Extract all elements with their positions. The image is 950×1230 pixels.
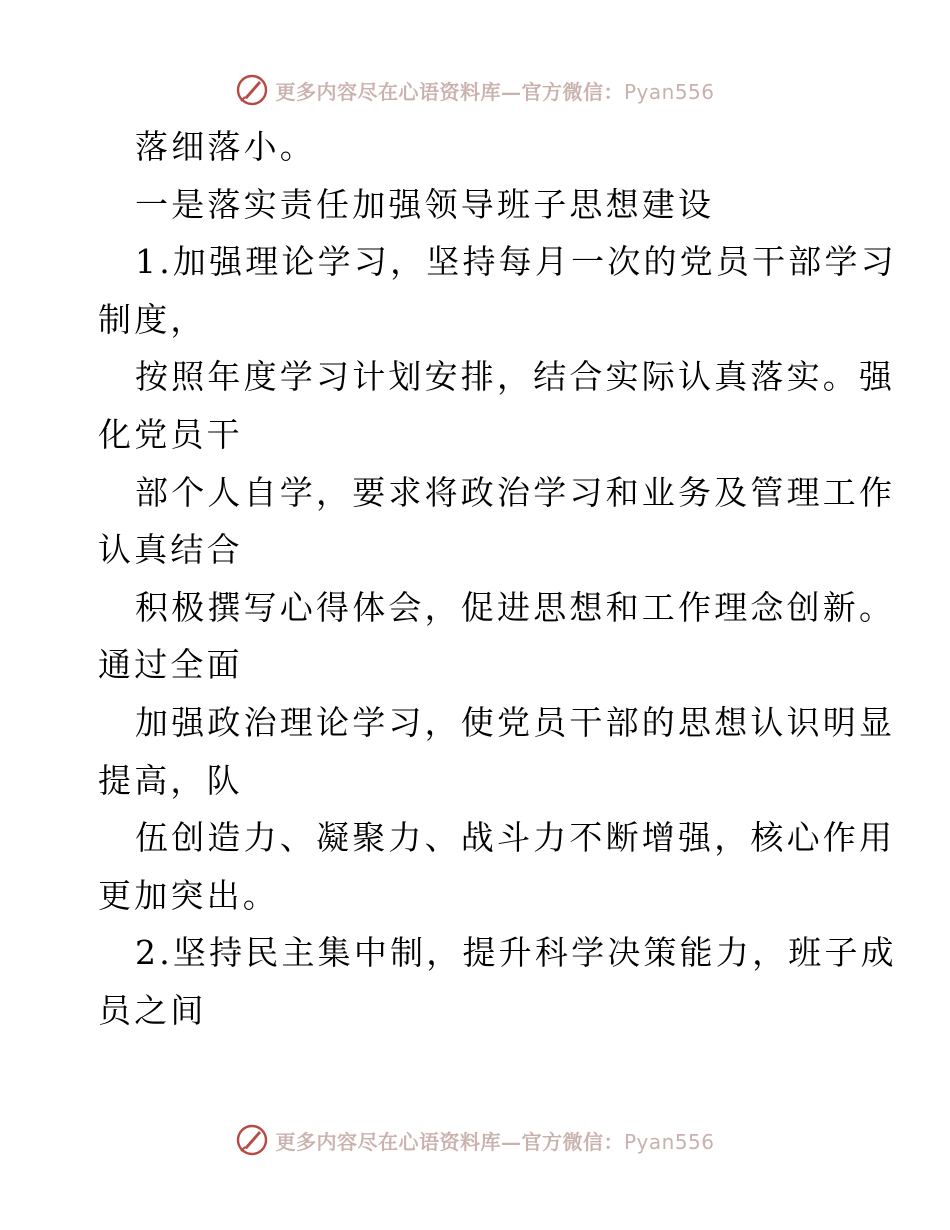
watermark-text: 更多内容尽在心语资料库—官方微信：Pyan556 [275,79,715,104]
header-watermark [0,70,950,110]
paragraph-line: 更加突出。 [98,875,279,915]
section-heading: 一是落实责任加强领导班子思想建设 [135,184,715,224]
paragraph-line: 化党员干 [98,414,243,454]
paragraph-line: 制度， [98,299,207,339]
paragraph-line: 提高，队 [98,760,243,800]
paragraph-line: 落细落小。 [135,127,316,166]
paragraph-line: 员之间 [98,990,207,1030]
paragraph-line: 1.加强理论学习，坚持每月一次的党员干部学习 [135,242,897,282]
footer-watermark [0,1120,950,1160]
document-body [98,118,897,1040]
quill-logo-icon [235,73,269,107]
paragraph-line: 积极撰写心得体会，促进思想和工作理念创新。 [135,587,896,627]
quill-logo-icon [235,1123,269,1157]
paragraph-line: 伍创造力、凝聚力、战斗力不断增强，核心作用 [135,818,896,858]
paragraph-line: 通过全面 [98,645,243,685]
paragraph-line: 加强政治理论学习，使党员干部的思想认识明显 [135,702,896,742]
paragraph-line: 认真结合 [98,530,243,570]
paragraph-line: 部个人自学，要求将政治学习和业务及管理工作 [135,472,896,512]
paragraph-line: 2.坚持民主集中制，提升科学决策能力，班子成 [135,933,897,973]
watermark-text: 更多内容尽在心语资料库—官方微信：Pyan556 [275,1129,715,1154]
paragraph-line: 按照年度学习计划安排，结合实际认真落实。强 [135,357,896,397]
